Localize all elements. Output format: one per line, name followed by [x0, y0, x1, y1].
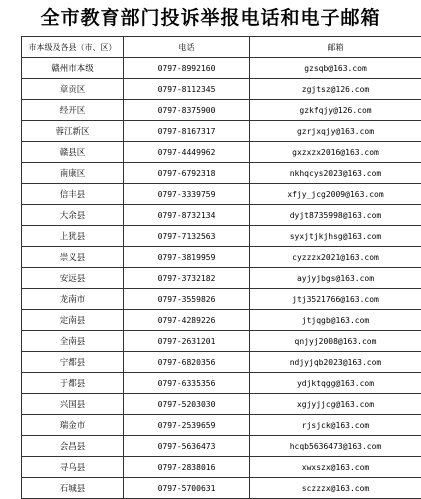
phone-cell: 0797-6820356 — [124, 352, 250, 373]
phone-cell: 0797-8992160 — [124, 58, 250, 79]
region-cell: 于都县 — [22, 373, 124, 394]
phone-cell: 0797-8167317 — [124, 121, 250, 142]
email-cell: ayjyjbgs@163.com — [250, 268, 421, 289]
phone-cell: 0797-8112345 — [124, 79, 250, 100]
email-cell: qnjyj2008@163.com — [250, 331, 421, 352]
email-cell: syxjtjkjhsg@163.com — [250, 226, 421, 247]
email-cell: nkhqcys2023@163.com — [250, 163, 421, 184]
region-cell: 兴国县 — [22, 394, 124, 415]
email-cell: rjsjck@163.com — [250, 415, 421, 436]
email-cell: dyjt8735998@163.com — [250, 205, 421, 226]
region-cell: 宁都县 — [22, 352, 124, 373]
email-cell: jtj3521766@163.com — [250, 289, 421, 310]
region-cell: 崇义县 — [22, 247, 124, 268]
table-row — [22, 457, 421, 478]
table-row — [22, 310, 421, 331]
region-cell: 蓉江新区 — [22, 121, 124, 142]
region-cell: 定南县 — [22, 310, 124, 331]
email-cell: gxzxzx2016@163.com — [250, 142, 421, 163]
complaint-hotline-table — [21, 36, 421, 499]
email-cell: gzsqb@163.com — [250, 58, 421, 79]
region-cell: 瑞金市 — [22, 415, 124, 436]
table-row — [22, 142, 421, 163]
region-cell: 大余县 — [22, 205, 124, 226]
email-cell: xfjy_jcg2009@163.com — [250, 184, 421, 205]
table-row — [22, 226, 421, 247]
email-cell: gzrjxqjy@163.com — [250, 121, 421, 142]
table-row — [22, 184, 421, 205]
region-cell: 赣县区 — [22, 142, 124, 163]
table-header-row — [22, 37, 421, 58]
phone-cell: 0797-5636473 — [124, 436, 250, 457]
region-cell: 寻乌县 — [22, 457, 124, 478]
region-cell: 会昌县 — [22, 436, 124, 457]
email-cell: ndjyjqb2023@163.com — [250, 352, 421, 373]
phone-cell: 0797-2539659 — [124, 415, 250, 436]
table-row — [22, 163, 421, 184]
header-region: 市本级及各县（市、区） — [22, 37, 124, 58]
region-cell: 章贡区 — [22, 79, 124, 100]
region-cell: 经开区 — [22, 100, 124, 121]
table-row — [22, 247, 421, 268]
email-cell: jtjqgb@163.com — [250, 310, 421, 331]
region-cell: 龙南市 — [22, 289, 124, 310]
phone-cell: 0797-5700631 — [124, 478, 250, 499]
email-cell: zgjtsz@126.com — [250, 79, 421, 100]
table-row — [22, 268, 421, 289]
table-row — [22, 58, 421, 79]
table-row — [22, 394, 421, 415]
header-email: 邮箱 — [250, 37, 421, 58]
table-row — [22, 205, 421, 226]
table-body — [22, 58, 421, 499]
phone-cell: 0797-3339759 — [124, 184, 250, 205]
email-cell: xgjyjjcg@163.com — [250, 394, 421, 415]
phone-cell: 0797-2838016 — [124, 457, 250, 478]
table-row — [22, 415, 421, 436]
phone-cell: 0797-3559826 — [124, 289, 250, 310]
region-cell: 石城县 — [22, 478, 124, 499]
phone-cell: 0797-3732182 — [124, 268, 250, 289]
page-title: 全市教育部门投诉举报电话和电子邮箱 — [0, 6, 421, 30]
phone-cell: 0797-5203030 — [124, 394, 250, 415]
table-row — [22, 436, 421, 457]
header-phone: 电话 — [124, 37, 250, 58]
email-cell: xwxszx@163.com — [250, 457, 421, 478]
region-cell: 赣州市本级 — [22, 58, 124, 79]
phone-cell: 0797-3819959 — [124, 247, 250, 268]
table-row — [22, 289, 421, 310]
table-row — [22, 352, 421, 373]
region-cell: 全南县 — [22, 331, 124, 352]
email-cell: hcqb5636473@163.com — [250, 436, 421, 457]
phone-cell: 0797-6335356 — [124, 373, 250, 394]
phone-cell: 0797-7132563 — [124, 226, 250, 247]
table-row — [22, 121, 421, 142]
table-row — [22, 478, 421, 499]
email-cell: sczzzx@163.com — [250, 478, 421, 499]
table-row — [22, 100, 421, 121]
phone-cell: 0797-8732134 — [124, 205, 250, 226]
region-cell: 上犹县 — [22, 226, 124, 247]
region-cell: 信丰县 — [22, 184, 124, 205]
email-cell: cyzzzx2021@163.com — [250, 247, 421, 268]
region-cell: 安远县 — [22, 268, 124, 289]
email-cell: ydjktqgg@163.com — [250, 373, 421, 394]
phone-cell: 0797-4289226 — [124, 310, 250, 331]
phone-cell: 0797-6792318 — [124, 163, 250, 184]
table-row — [22, 331, 421, 352]
region-cell: 南康区 — [22, 163, 124, 184]
phone-cell: 0797-4449962 — [124, 142, 250, 163]
table-row — [22, 79, 421, 100]
email-cell: gzkfqjy@126.com — [250, 100, 421, 121]
phone-cell: 0797-2631201 — [124, 331, 250, 352]
phone-cell: 0797-8375900 — [124, 100, 250, 121]
table-row — [22, 373, 421, 394]
